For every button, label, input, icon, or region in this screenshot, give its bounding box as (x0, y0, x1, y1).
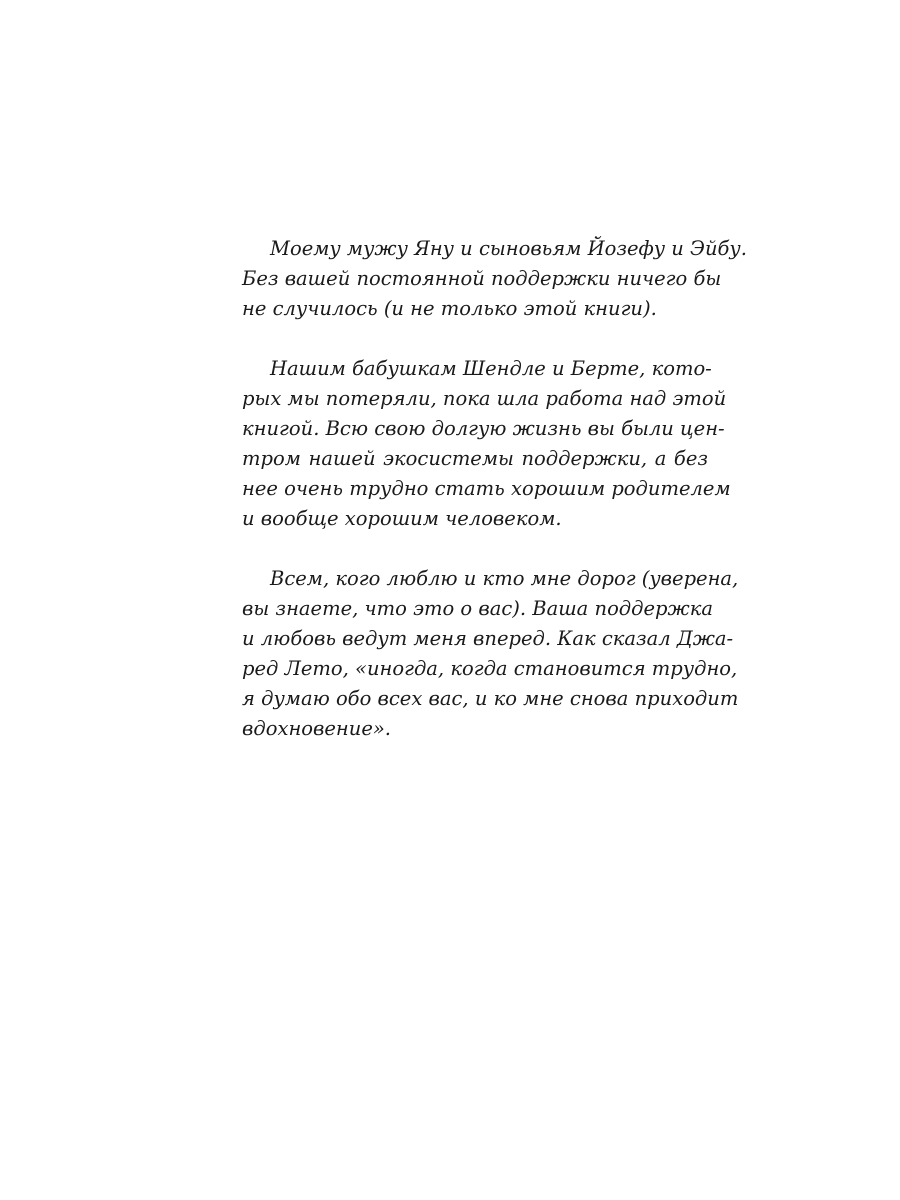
text-line: Всем, кого люблю и кто мне дорог (уверена, (270, 567, 739, 590)
dedication-text (242, 234, 747, 774)
text-line: и любовь ведут меня вперед. Как сказал Джа- (242, 627, 734, 650)
dedication-paragraph-family (242, 234, 747, 324)
text-line: рых мы потеряли, пока шла работа над этой (242, 387, 727, 410)
text-line: Без вашей постоянной поддержки ничего бы (242, 267, 722, 290)
text-line: Моему мужу Яну и сыновьям Йозефу и Эйбу. (270, 237, 747, 260)
text-line: тром нашей экосистемы поддержки, а без (242, 447, 708, 470)
text-line: я думаю обо всех вас, и ко мне снова приходит (242, 687, 739, 710)
text-line: ред Лето, «иногда, когда становится трудно, (242, 657, 738, 680)
text-line: Нашим бабушкам Шендле и Берте, кото- (270, 357, 712, 380)
text-line: вдохновение». (242, 717, 391, 740)
text-line: нее очень трудно стать хорошим родителем (242, 477, 731, 500)
text-line: книгой. Всю свою долгую жизнь вы были цен- (242, 417, 725, 440)
text-line: не случилось (и не только этой книги). (242, 297, 657, 320)
text-line: вы знаете, что это о вас). Ваша поддержка (242, 597, 713, 620)
dedication-paragraph-loved-ones (242, 564, 739, 744)
dedication-paragraph-grandmothers (242, 354, 731, 534)
text-line: и вообще хорошим человеком. (242, 507, 562, 530)
